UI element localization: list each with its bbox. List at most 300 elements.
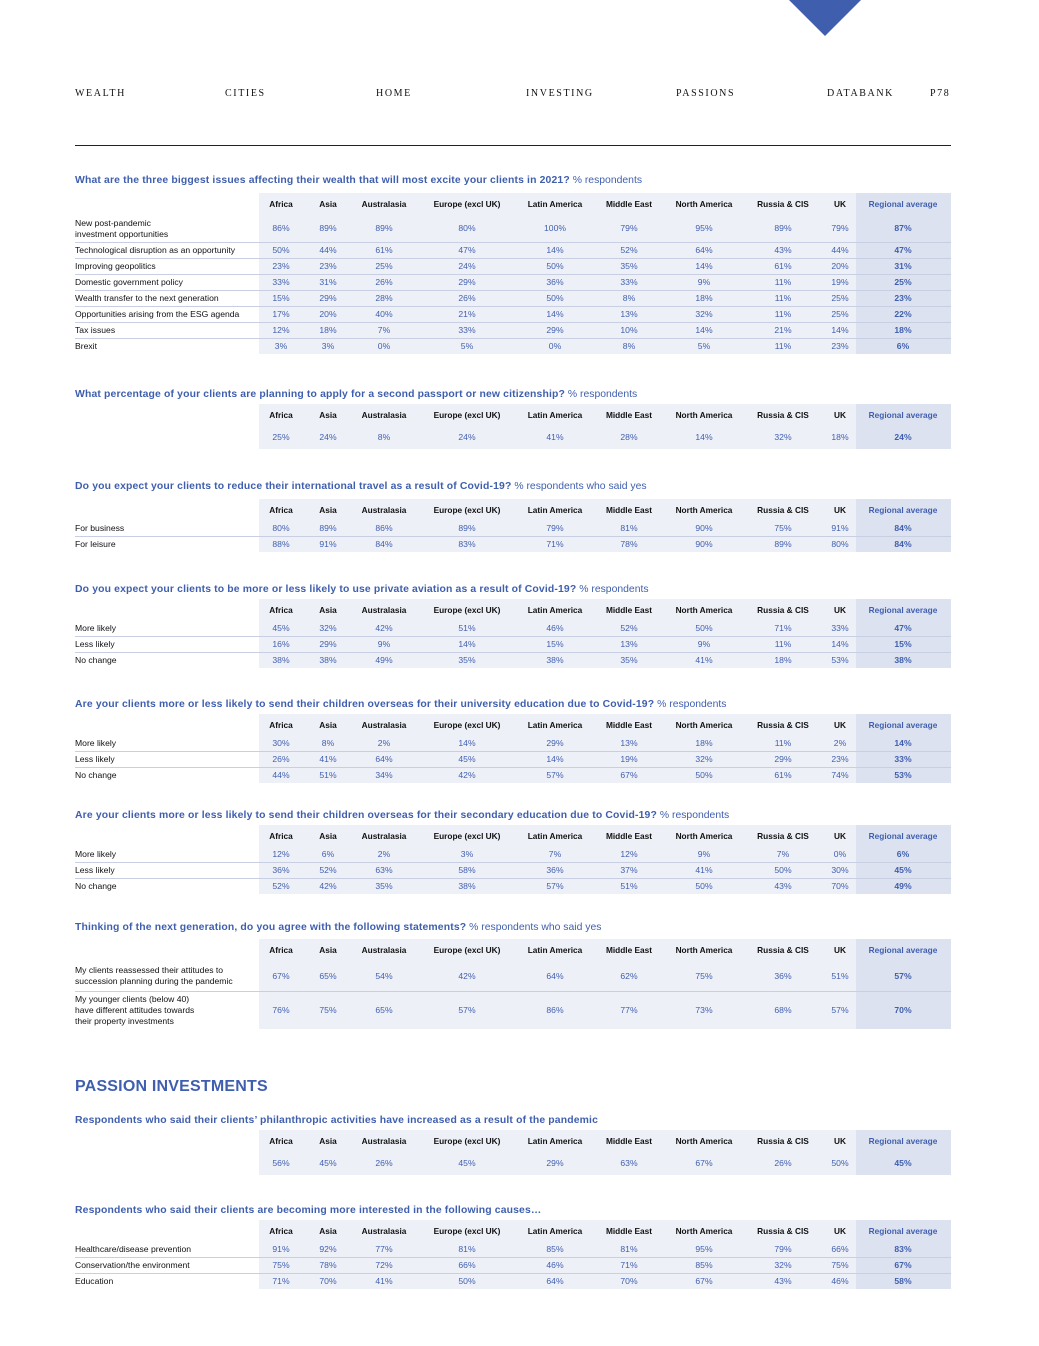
table-cell: 25% [831,293,849,303]
column-header: North America [675,410,733,420]
column-header: North America [675,505,733,515]
table-cell: 42% [458,770,476,780]
table-cell: 15% [894,639,912,649]
table-cell: 29% [546,325,564,335]
table-cell: 10% [620,325,638,335]
table-cell: 75% [695,971,713,981]
column-header: Regional average [868,1136,938,1146]
column-header: Asia [319,1136,337,1146]
table-cell: 11% [774,293,792,303]
table-cell: 29% [458,277,476,287]
table-cell: 2% [833,738,847,748]
column-header: Australasia [361,605,407,615]
table-cell: 57% [894,971,912,981]
column-header: Regional average [868,720,938,730]
table-cell: 35% [458,655,476,665]
table-cell: 22% [894,309,912,319]
table-header-row [75,499,951,521]
table-row [75,863,951,879]
table-cell: 50% [774,865,792,875]
table-cell: 75% [831,1260,849,1270]
table-cell: 13% [620,309,638,319]
table-cell: 89% [458,523,476,533]
table-cell: 86% [272,223,290,233]
table-question [75,481,951,492]
table-cell: 29% [546,738,564,748]
table-cell: 70% [319,1276,337,1286]
table-cell: 7% [377,325,391,335]
table-cell: 71% [620,1260,638,1270]
column-header: North America [675,605,733,615]
table-cell: 14% [831,325,849,335]
table-cell: 8% [321,738,335,748]
column-header: Regional average [868,1226,938,1236]
table-cell: 25% [894,277,912,287]
table-cell: 14% [695,325,713,335]
table-cell: 12% [272,849,290,859]
column-header: Regional average [868,505,938,515]
top-navigation [75,88,951,102]
table-header-row [75,714,951,736]
table-cell: 91% [272,1244,290,1254]
column-header: Middle East [605,831,653,841]
row-label: My clients reassessed their attitudes to succession planning during the pandemic [75,965,233,986]
table-cell: 67% [894,1260,912,1270]
table-question [75,584,951,595]
question-subtitle: % respondents [656,810,730,821]
table-cell: 20% [319,309,337,319]
column-header: Latin America [527,945,583,955]
table-cell: 24% [458,261,476,271]
row-label: Conservation/the environment [75,1260,190,1270]
table-cell: 50% [695,770,713,780]
table-cell: 62% [620,971,638,981]
table-cell: 66% [831,1244,849,1254]
column-header: UK [834,505,846,515]
row-label: No change [75,770,117,780]
table-cell: 80% [831,539,849,549]
table-cell: 6% [896,849,910,859]
table-cell: 20% [831,261,849,271]
nav-item-passions[interactable]: PASSIONS [676,88,736,99]
table-cell: 3% [321,341,335,351]
row-label: For leisure [75,539,116,549]
table-header-row [75,939,951,961]
column-header: Australasia [361,945,407,955]
table-cell: 21% [774,325,792,335]
question-subtitle: % respondents [569,175,643,186]
table-cell: 57% [458,1005,476,1015]
table-question [75,389,951,400]
table-cell: 63% [375,865,393,875]
table-cell: 50% [695,881,713,891]
column-header: Latin America [527,831,583,841]
table-row [75,752,951,768]
column-header: Asia [319,410,337,420]
column-header: Middle East [605,945,653,955]
table-cell: 53% [894,770,912,780]
table-cell: 18% [894,325,912,335]
data-table [75,1220,951,1289]
table-cell: 11% [774,309,792,319]
table-cell: 24% [319,432,337,442]
column-header: North America [675,720,733,730]
table-cell: 75% [319,1005,337,1015]
table-cell: 49% [894,881,912,891]
row-label: Brexit [75,341,97,351]
column-header: Latin America [527,720,583,730]
table-cell: 5% [460,341,474,351]
table-row [75,736,951,752]
table-question [75,922,951,933]
nav-item-home[interactable]: HOME [376,88,412,99]
table-cell: 35% [375,881,393,891]
table-cell: 14% [695,261,713,271]
question-text: Thinking of the next generation, do you agree with the following statements? [75,922,467,933]
column-header: Australasia [361,1226,407,1236]
table-row [75,537,951,552]
row-label: New post-pandemic investment opportunities [75,218,169,239]
column-header: Africa [269,945,293,955]
nav-item-investing[interactable]: INVESTING [526,88,594,99]
table-cell: 2% [377,849,391,859]
column-header: Middle East [605,1136,653,1146]
table-cell: 9% [697,277,711,287]
table-cell: 14% [546,754,564,764]
table-cell: 31% [319,277,337,287]
table-cell: 29% [319,293,337,303]
table-cell: 89% [375,223,393,233]
table-cell: 78% [620,539,638,549]
column-header: Africa [269,410,293,420]
data-table [75,404,951,449]
table-cell: 8% [377,432,391,442]
row-label: Tax issues [75,325,116,335]
table-cell: 70% [620,1276,638,1286]
table-cell: 75% [774,523,792,533]
table-cell: 67% [272,971,290,981]
table-cell: 58% [894,1276,912,1286]
nav-item-wealth[interactable]: WEALTH [75,88,126,99]
question-subtitle: % respondents [576,584,649,595]
table-cell: 12% [620,849,638,859]
data-table [75,825,951,894]
table-cell: 33% [620,277,638,287]
table-cell: 6% [321,849,335,859]
table-cell: 23% [894,293,912,303]
table-question [75,1115,951,1126]
table-cell: 19% [620,754,638,764]
table-cell: 78% [319,1260,337,1270]
question-text: Are your clients more or less likely to send their children overseas for their secondary education due to Covid-19? [75,810,657,821]
column-header: Europe (excl UK) [433,410,501,420]
table-cell: 51% [831,971,849,981]
table-cell: 47% [458,245,476,255]
row-label: Less likely [75,754,115,764]
table-row [75,426,951,449]
table-cell: 70% [894,1005,912,1015]
table-cell: 71% [546,539,564,549]
table-cell: 81% [620,523,638,533]
table-cell: 86% [375,523,393,533]
table-row [75,992,951,1029]
column-header: Middle East [605,199,653,209]
table-cell: 29% [774,754,792,764]
table-cell: 29% [319,639,337,649]
table-cell: 14% [546,309,564,319]
table-cell: 7% [776,849,790,859]
table-cell: 63% [620,1158,638,1168]
table-cell: 38% [894,655,912,665]
table-cell: 76% [272,1005,290,1015]
table-cell: 5% [697,341,711,351]
table-cell: 83% [894,1244,912,1254]
table-cell: 14% [695,432,713,442]
table-row [75,259,951,275]
table-cell: 43% [774,245,792,255]
table-cell: 35% [620,655,638,665]
table-cell: 72% [375,1260,393,1270]
table-cell: 84% [375,539,393,549]
table-cell: 40% [375,309,393,319]
column-header: North America [675,1136,733,1146]
column-header: UK [834,199,846,209]
table-cell: 46% [831,1276,849,1286]
column-header: Europe (excl UK) [433,831,501,841]
table-cell: 45% [458,754,476,764]
row-label: Improving geopolitics [75,261,156,271]
table-cell: 84% [894,523,912,533]
table-cell: 50% [831,1158,849,1168]
row-label: No change [75,881,117,891]
column-header: Russia & CIS [757,1226,809,1236]
table-cell: 61% [375,245,393,255]
table-cell: 14% [894,738,912,748]
table-cell: 26% [375,1158,393,1168]
table-cell: 35% [620,261,638,271]
column-header: Russia & CIS [757,505,809,515]
header-divider [75,145,951,146]
table-cell: 38% [272,655,290,665]
table-row [75,768,951,783]
table-cell: 26% [272,754,290,764]
column-header: UK [834,1136,846,1146]
table-cell: 18% [774,655,792,665]
table-cell: 61% [774,261,792,271]
column-header: Europe (excl UK) [433,720,501,730]
table-cell: 23% [319,261,337,271]
table-cell: 38% [319,655,337,665]
column-header: Russia & CIS [757,720,809,730]
column-header: UK [834,410,846,420]
column-header: Latin America [527,199,583,209]
table-cell: 42% [319,881,337,891]
table-cell: 41% [375,1276,393,1286]
table-cell: 50% [272,245,290,255]
table-cell: 24% [458,432,476,442]
table-cell: 50% [546,293,564,303]
page-number: P78 [930,88,951,99]
table-cell: 8% [622,341,636,351]
row-label: Wealth transfer to the next generation [75,293,219,303]
column-header: Asia [319,945,337,955]
table-cell: 18% [831,432,849,442]
table-cell: 45% [894,1158,912,1168]
column-header: Regional average [868,199,938,209]
table-cell: 26% [458,293,476,303]
table-cell: 95% [695,223,713,233]
table-row [75,307,951,323]
table-cell: 30% [272,738,290,748]
table-cell: 79% [546,523,564,533]
table-cell: 6% [896,341,910,351]
column-header: North America [675,945,733,955]
table-cell: 80% [272,523,290,533]
table-cell: 75% [272,1260,290,1270]
table-cell: 88% [272,539,290,549]
table-row [75,1152,951,1175]
data-table [75,1130,951,1175]
table-cell: 89% [774,539,792,549]
table-cell: 64% [375,754,393,764]
table-cell: 71% [272,1276,290,1286]
question-subtitle: % respondents [654,699,727,710]
table-cell: 11% [774,341,792,351]
table-cell: 44% [319,245,337,255]
table-cell: 90% [695,539,713,549]
column-header: Regional average [868,410,938,420]
table-cell: 65% [319,971,337,981]
table-cell: 45% [272,623,290,633]
table-cell: 41% [695,655,713,665]
table-cell: 24% [894,432,912,442]
column-header: Africa [269,1226,293,1236]
table-cell: 45% [458,1158,476,1168]
data-table [75,939,951,1029]
column-header: Latin America [527,605,583,615]
column-header: Africa [269,605,293,615]
table-cell: 87% [894,223,912,233]
table-cell: 49% [375,655,393,665]
table-cell: 0% [377,341,391,351]
table-cell: 45% [319,1158,337,1168]
column-header: North America [675,199,733,209]
table-cell: 50% [458,1276,476,1286]
table-header-row [75,404,951,426]
table-cell: 19% [831,277,849,287]
column-header: Asia [319,1226,337,1236]
table-cell: 28% [620,432,638,442]
table-cell: 33% [831,623,849,633]
table-row [75,847,951,863]
table-cell: 65% [375,1005,393,1015]
row-label: My younger clients (below 40) have different attitudes towards their property investments [75,994,195,1026]
table-cell: 11% [774,277,792,287]
table-cell: 18% [319,325,337,335]
table-cell: 14% [458,639,476,649]
table-cell: 50% [546,261,564,271]
column-header: Australasia [361,199,407,209]
table-row [75,339,951,354]
table-question [75,175,951,186]
table-cell: 66% [458,1260,476,1270]
table-cell: 84% [894,539,912,549]
table-cell: 92% [319,1244,337,1254]
table-cell: 36% [546,865,564,875]
column-header: North America [675,831,733,841]
table-cell: 54% [375,971,393,981]
data-table [75,599,951,668]
column-header: Middle East [605,605,653,615]
table-cell: 68% [774,1005,792,1015]
column-header: Asia [319,199,337,209]
table-row [75,1274,951,1289]
nav-item-databank[interactable]: DATABANK [827,88,894,99]
table-cell: 51% [319,770,337,780]
table-cell: 95% [695,1244,713,1254]
row-label: Domestic government policy [75,277,183,287]
row-label: No change [75,655,117,665]
column-header: Regional average [868,945,938,955]
table-cell: 57% [546,770,564,780]
row-label: Healthcare/disease prevention [75,1244,192,1254]
table-cell: 52% [620,245,638,255]
table-cell: 85% [695,1260,713,1270]
table-cell: 51% [620,881,638,891]
table-row [75,323,951,339]
table-header-row [75,193,951,215]
table-cell: 89% [774,223,792,233]
table-row [75,275,951,291]
table-row [75,961,951,992]
section-heading-passion-investments: PASSION INVESTMENTS [75,1078,268,1095]
table-cell: 67% [695,1276,713,1286]
column-header: Russia & CIS [757,199,809,209]
table-cell: 25% [375,261,393,271]
table-cell: 23% [831,341,849,351]
nav-item-cities[interactable]: CITIES [225,88,266,99]
table-cell: 58% [458,865,476,875]
table-cell: 73% [695,1005,713,1015]
table-cell: 36% [546,277,564,287]
column-header: Asia [319,720,337,730]
table-cell: 43% [774,1276,792,1286]
table-cell: 25% [272,432,290,442]
table-cell: 14% [831,639,849,649]
column-header: Australasia [361,505,407,515]
table-header-row [75,1130,951,1152]
row-label: Opportunities arising from the ESG agenda [75,309,240,319]
row-label: Education [75,1276,114,1286]
column-header: Europe (excl UK) [433,505,501,515]
column-header: Africa [269,720,293,730]
column-header: Middle East [605,505,653,515]
column-header: UK [834,605,846,615]
table-row [75,653,951,668]
table-cell: 52% [319,865,337,875]
table-cell: 38% [458,881,476,891]
row-label: Less likely [75,639,115,649]
table-cell: 70% [831,881,849,891]
table-row [75,215,951,243]
column-header: Regional average [868,831,938,841]
question-subtitle: % respondents [565,389,638,400]
table-cell: 67% [620,770,638,780]
column-header: Europe (excl UK) [433,1136,501,1146]
column-header: North America [675,1226,733,1236]
table-cell: 23% [831,754,849,764]
row-label: More likely [75,623,117,633]
